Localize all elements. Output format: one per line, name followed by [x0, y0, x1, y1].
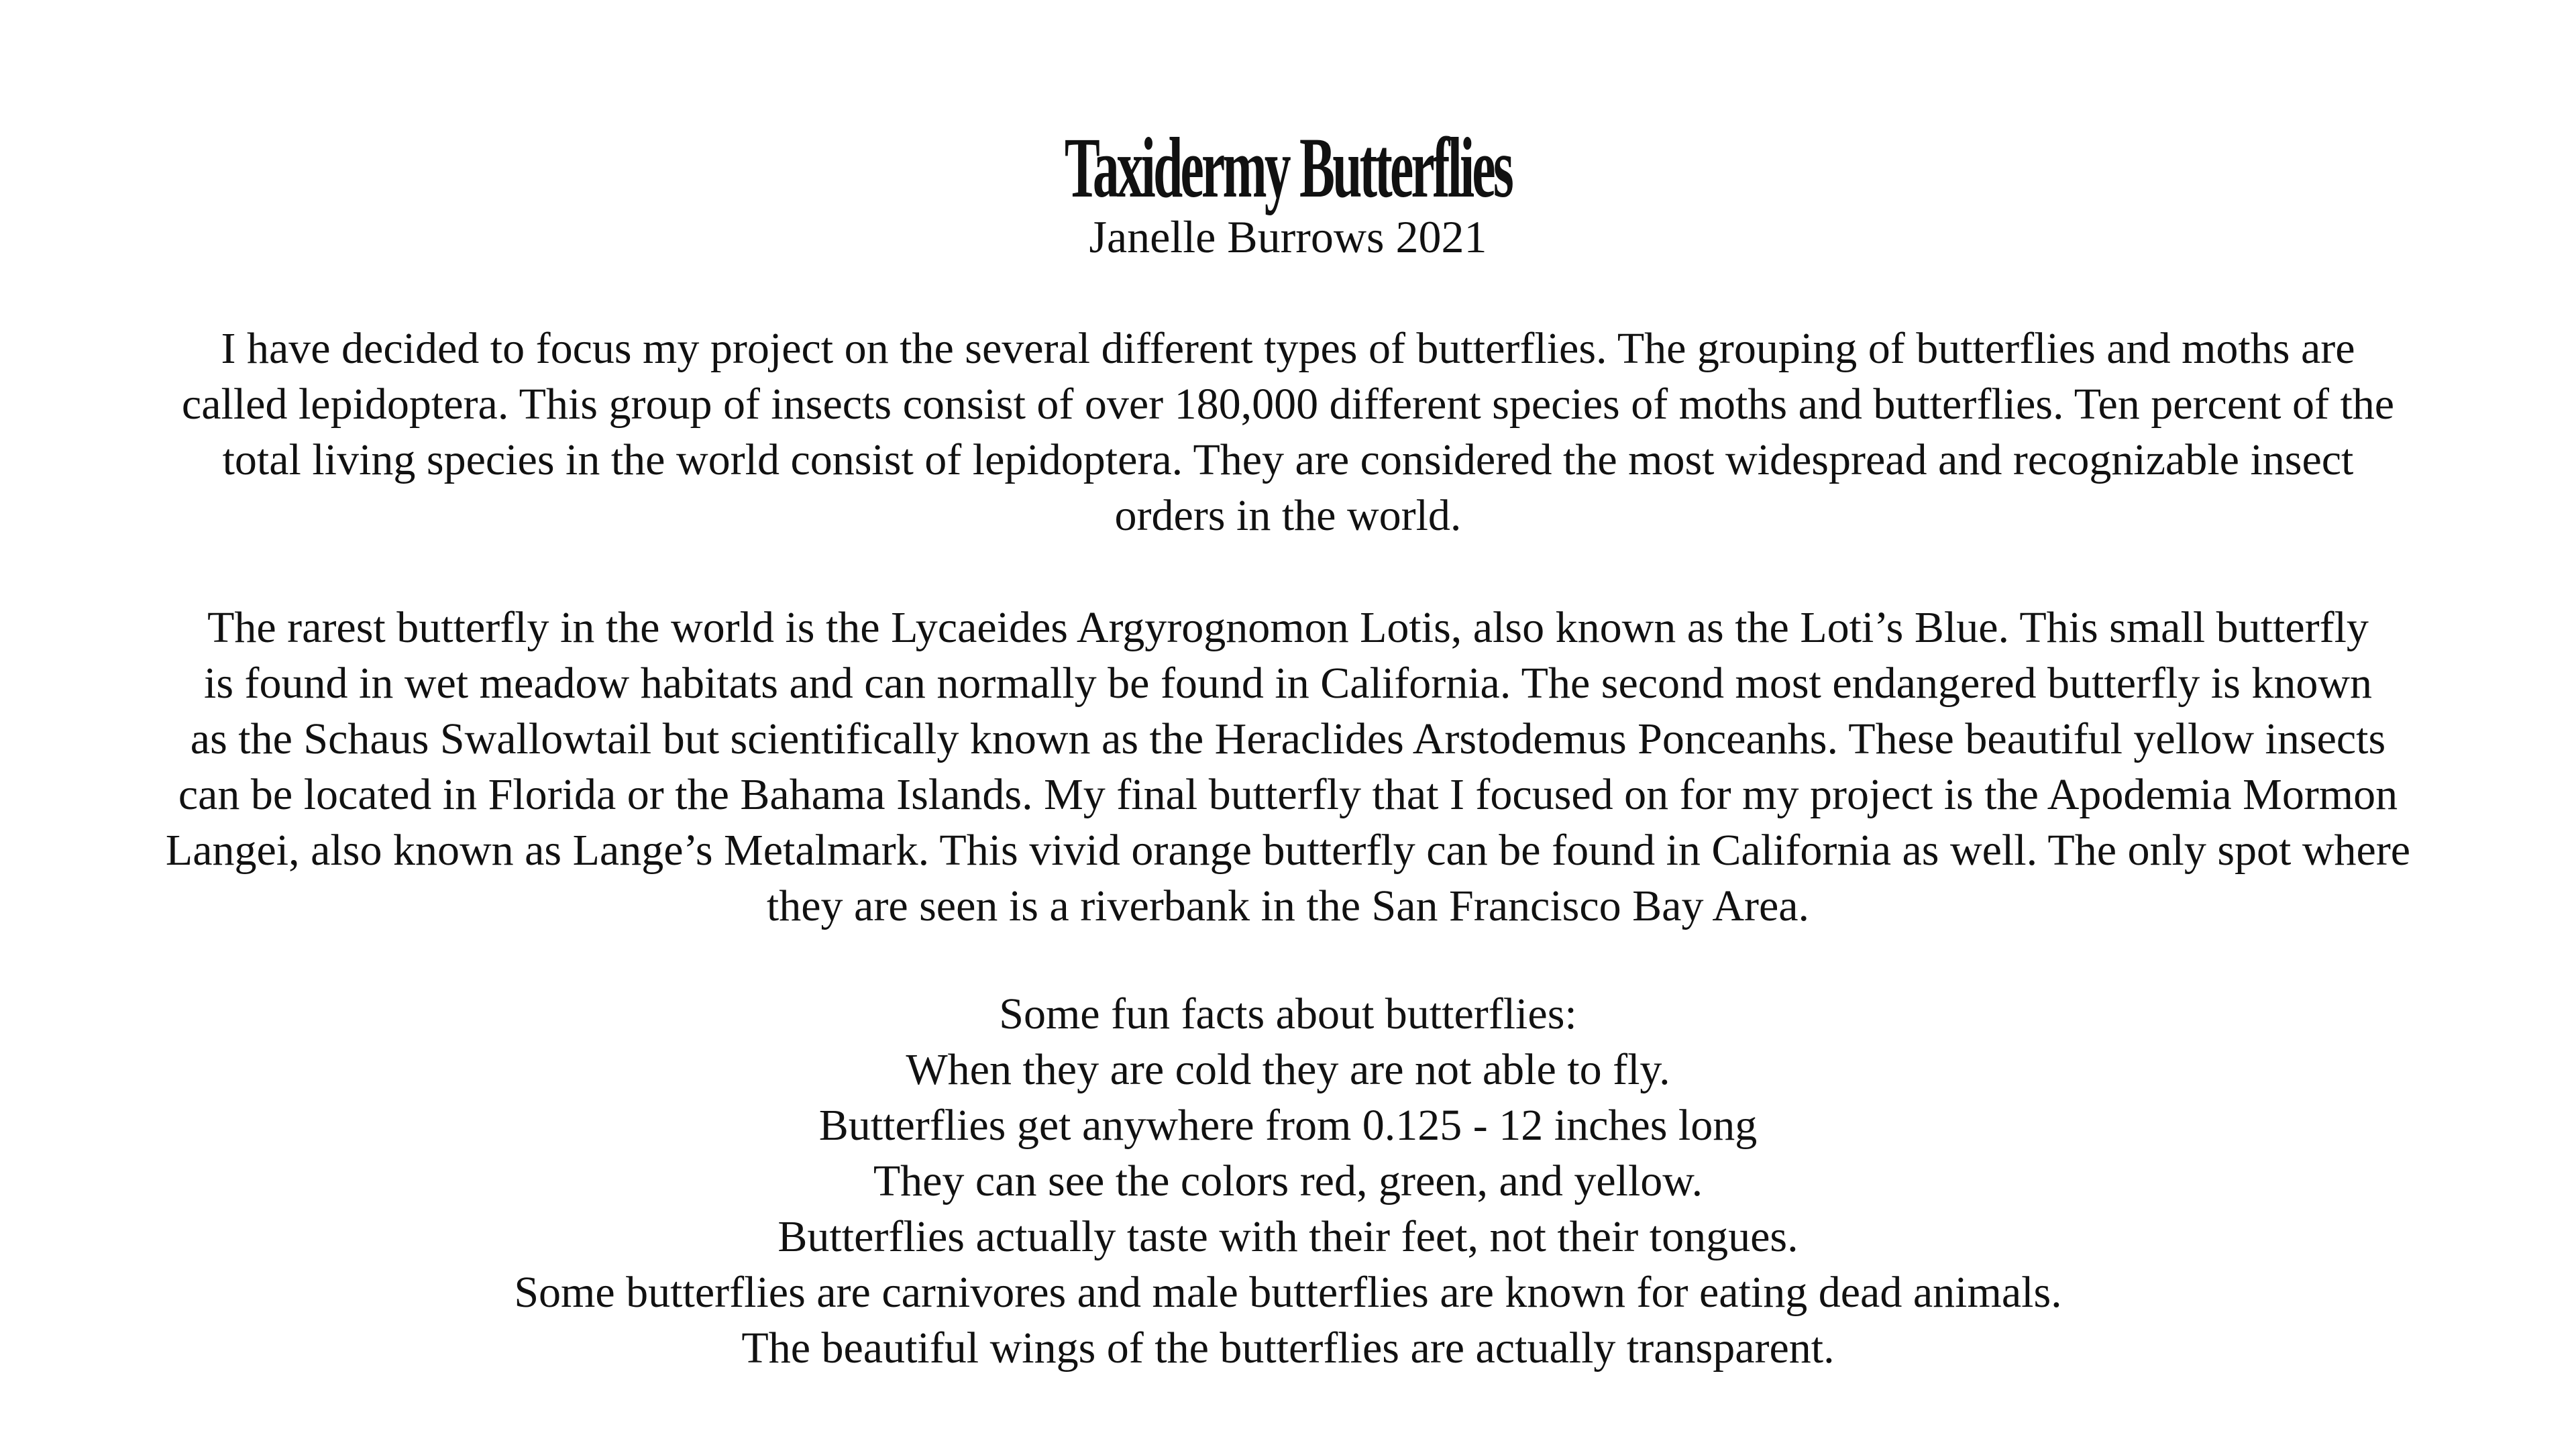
fact-item: Butterflies get anywhere from 0.125 - 12 inches long [818, 1101, 1758, 1150]
document-title: Taxidermy Butterflies [1064, 120, 1512, 215]
fact-item: When they are cold they are not able to fly. [906, 1045, 1670, 1094]
fact-item: Butterflies actually taste with their feet, not their tongues. [777, 1212, 1799, 1261]
fun-facts-heading: Some fun facts about butterflies: [999, 989, 1577, 1038]
paragraph-line: total living species in the world consist of lepidoptera. They are considered the most widespread and recognizable insect [222, 435, 2354, 484]
fact-item: Some butterflies are carnivores and male butterflies are known for eating dead animals. [514, 1268, 2062, 1317]
paragraph-line: as the Schaus Swallowtail but scientifically known as the Heraclides Arstodemus Ponceanhs. These beautiful yellow insects [190, 714, 2386, 763]
rare-butterflies-paragraph [94, 600, 2482, 934]
paragraph-line: they are seen is a riverbank in the San Francisco Bay Area. [766, 881, 1810, 930]
paragraph-line: orders in the world. [1114, 491, 1462, 540]
fact-item: The beautiful wings of the butterflies are actually transparent. [741, 1324, 1835, 1373]
paragraph-line: The rarest butterfly in the world is the Lycaeides Argyrognomon Lotis, also known as the Loti’s Blue. This small butterfly [207, 603, 2369, 652]
document-subtitle: Janelle Burrows 2021 [1089, 211, 1487, 262]
paragraph-line: can be located in Florida or the Bahama Islands. My final butterfly that I focused on for my project is the Apodemia Mormon [178, 770, 2398, 819]
paragraph-line: I have decided to focus my project on the several different types of butterflies. The grouping of butterflies and moths are [221, 324, 2355, 373]
fact-item: They can see the colors red, green, and yellow. [873, 1157, 1703, 1205]
fun-facts-section [0, 986, 2576, 1376]
paragraph-line: is found in wet meadow habitats and can normally be found in California. The second most endangered butterfly is known [203, 659, 2372, 708]
paragraph-line: Langei, also known as Lange’s Metalmark. This vivid orange butterfly can be found in California as well. The only spot where [165, 826, 2411, 875]
paragraph-line: called lepidoptera. This group of insects consist of over 180,000 different species of moths and butterflies. Ten percent of the [181, 380, 2395, 429]
intro-paragraph [94, 321, 2482, 543]
